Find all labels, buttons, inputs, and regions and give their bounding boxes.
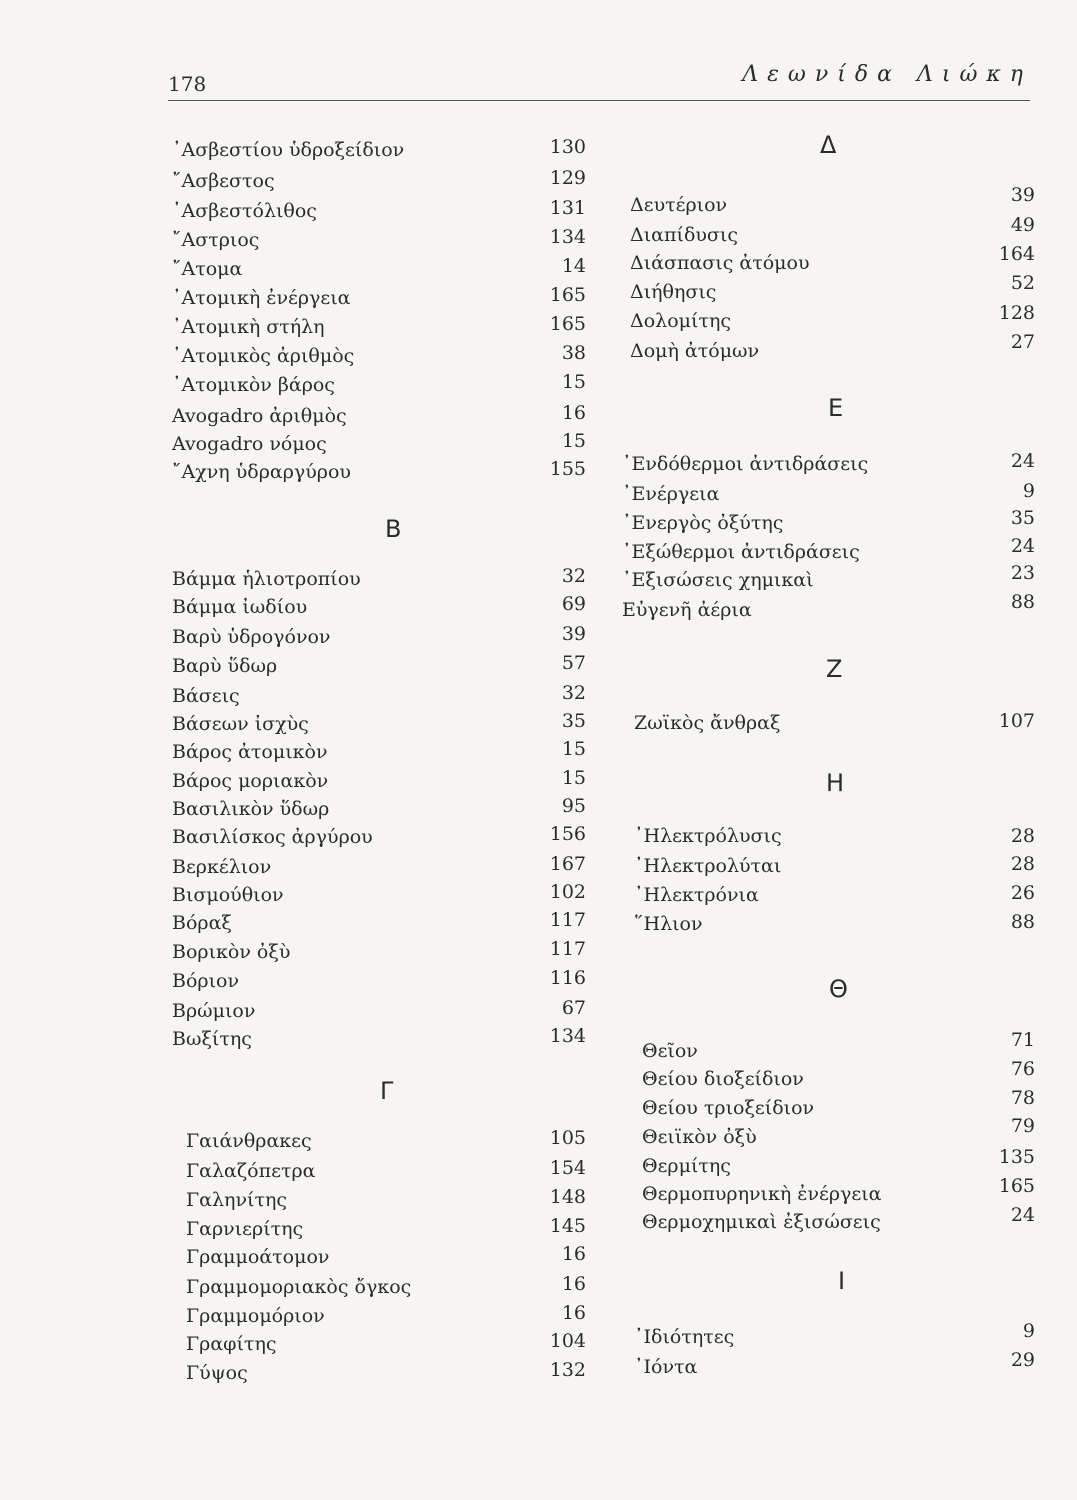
index-term: ᾿Ατομικὸν βάρος [172, 374, 335, 396]
page-reference: 24 [1010, 535, 1035, 557]
index-term: Θειϊκὸν ὀξὺ [642, 1126, 757, 1148]
index-term: ᾿Ενεργὸς ὀξύτης [622, 512, 784, 534]
index-term: ῎Αστριος [172, 229, 260, 251]
page-reference: 107 [998, 710, 1035, 732]
index-term: ᾿Ιδιότητες [634, 1326, 735, 1348]
index-term: Θείου τριοξείδιον [642, 1097, 815, 1119]
index-term: Βάμμα ἡλιοτροπίου [172, 568, 361, 590]
index-term: Θερμοχημικαὶ ἐξισώσεις [642, 1211, 881, 1233]
page-reference: 52 [1010, 272, 1035, 294]
index-term: Γραμμομοριακὸς ὄγκος [186, 1276, 412, 1298]
page-reference: 9 [1022, 480, 1035, 502]
page-reference: 38 [561, 342, 586, 364]
index-term: Βασιλίσκος ἀργύρου [172, 826, 373, 848]
page-reference: 76 [1010, 1058, 1035, 1080]
page-reference: 29 [1010, 1349, 1035, 1371]
page-reference: 27 [1010, 331, 1035, 353]
page-reference: 95 [561, 795, 586, 817]
index-term: Avogadro νόμος [172, 433, 327, 455]
index-term: Γαρνιερίτης [186, 1218, 304, 1240]
page-reference: 67 [561, 997, 586, 1019]
page-reference: 117 [549, 909, 586, 931]
index-term: Γαλαζόπετρα [186, 1160, 316, 1182]
index-term: Βισμούθιον [172, 884, 284, 906]
index-term: ᾿Ατομικὸς ἀριθμὸς [172, 345, 355, 367]
page-number: 178 [168, 72, 207, 96]
page-reference: 26 [1010, 882, 1035, 904]
index-term: Ζωϊκὸς ἄνθραξ [634, 712, 781, 734]
page-reference: 15 [561, 430, 586, 452]
page-reference: 16 [561, 402, 586, 424]
page-reference: 15 [561, 371, 586, 393]
index-term: Βόραξ [172, 912, 232, 934]
index-term: Γραφίτης [186, 1333, 277, 1355]
index-term: Βερκέλιον [172, 856, 272, 878]
page-reference: 155 [549, 458, 586, 480]
page-reference: 35 [561, 710, 586, 732]
page-reference: 16 [561, 1273, 586, 1295]
page-reference: 132 [549, 1359, 586, 1381]
index-term: Θείου διοξείδιον [642, 1068, 804, 1090]
page-reference: 88 [1010, 911, 1035, 933]
index-term: ᾿Ηλεκτρολύται [634, 855, 782, 877]
page-reference: 104 [549, 1330, 586, 1352]
page-reference: 16 [561, 1243, 586, 1265]
page-reference: 105 [549, 1127, 586, 1149]
page-reference: 79 [1010, 1115, 1035, 1137]
page-reference: 24 [1010, 450, 1035, 472]
page-reference: 71 [1010, 1029, 1035, 1051]
index-term: Γραμμομόριον [186, 1305, 325, 1327]
section-letter: Δ [820, 131, 837, 159]
index-term: Βάσεων ἰσχὺς [172, 713, 309, 735]
section-letter: Γ [380, 1077, 394, 1105]
page-reference: 129 [549, 167, 586, 189]
index-term: ᾿Ενέργεια [622, 483, 720, 505]
page-reference: 32 [561, 565, 586, 587]
page-reference: 154 [549, 1157, 586, 1179]
index-term: ᾿Ιόντα [634, 1356, 698, 1378]
page-reference: 131 [549, 197, 586, 219]
index-term: Βάσεις [172, 685, 240, 707]
index-term: ῎Αχνη ὑδραργύρου [172, 461, 351, 483]
index-term: Διαπίδυσις [630, 224, 738, 246]
index-term: Γραμμοάτομον [186, 1246, 330, 1268]
index-term: ᾿Εξισώσεις χημικαὶ [622, 569, 814, 591]
page-reference: 102 [549, 881, 586, 903]
page-reference: 156 [549, 823, 586, 845]
page-reference: 164 [998, 243, 1035, 265]
index-term: Γαιάνθρακες [186, 1130, 312, 1152]
index-term: Βάρος μοριακὸν [172, 770, 329, 792]
index-term: ᾿Ατομικὴ στήλη [172, 316, 325, 338]
index-term: Βασιλικὸν ὕδωρ [172, 798, 330, 820]
index-term: ῎Ασβεστος [172, 170, 275, 192]
section-letter: Ι [838, 1267, 846, 1295]
index-term: Βόριον [172, 970, 240, 992]
index-term: Δολομίτης [630, 310, 731, 332]
page-reference: 28 [1010, 853, 1035, 875]
page-reference: 134 [549, 1025, 586, 1047]
index-term: Δομὴ ἀτόμων [630, 340, 760, 362]
index-term: Διήθησις [630, 281, 717, 303]
page-reference: 88 [1010, 591, 1035, 613]
index-term: ᾿Εξώθερμοι ἀντιδράσεις [622, 541, 860, 563]
index-term: ῎Ατομα [172, 258, 243, 280]
page-reference: 165 [549, 284, 586, 306]
index-term: ᾿Ηλεκτρόλυσις [634, 825, 782, 847]
page-reference: 57 [561, 652, 586, 674]
page-reference: 134 [549, 226, 586, 248]
page-reference: 49 [1010, 214, 1035, 236]
index-term: Βρώμιον [172, 1000, 256, 1022]
index-term: Γαληνίτης [186, 1189, 287, 1211]
index-term: ᾿Ηλεκτρόνια [634, 884, 759, 906]
index-term: ᾿Ασβεστόλιθος [172, 200, 317, 222]
index-term: Θερμίτης [642, 1155, 731, 1177]
index-term: Avogadro ἀριθμὸς [172, 405, 347, 427]
index-term: Γύψος [186, 1362, 248, 1384]
index-term: Διάσπασις ἀτόμου [630, 252, 810, 274]
page-reference: 15 [561, 738, 586, 760]
page-reference: 16 [561, 1302, 586, 1324]
index-term: Δευτέριον [630, 194, 728, 216]
index-term: ᾿Ασβεστίου ὑδροξείδιον [172, 139, 405, 161]
section-letter: Ε [828, 394, 844, 422]
running-title: Λεωνίδα Λιώκη [742, 62, 1032, 87]
index-term: Εὐγενῆ ἀέρια [622, 599, 752, 621]
page-reference: 145 [549, 1215, 586, 1237]
index-term: Θερμοπυρηνικὴ ἐνέργεια [642, 1183, 882, 1205]
section-letter: Θ [829, 975, 848, 1003]
page-reference: 9 [1022, 1320, 1035, 1342]
index-term: Βάμμα ἰωδίου [172, 596, 308, 618]
section-letter: Ζ [826, 655, 843, 683]
page-reference: 135 [998, 1146, 1035, 1168]
index-term: Βάρος ἀτομικὸν [172, 741, 328, 763]
section-letter: Β [385, 515, 402, 543]
page-reference: 39 [561, 623, 586, 645]
index-term: Βαρὺ ὕδωρ [172, 655, 278, 677]
page-reference: 28 [1010, 825, 1035, 847]
index-term: Θεῖον [642, 1040, 698, 1062]
page-reference: 165 [549, 313, 586, 335]
page-reference: 23 [1010, 562, 1035, 584]
page-reference: 167 [549, 853, 586, 875]
index-term: ᾿Ενδόθερμοι ἀντιδράσεις [622, 453, 869, 475]
page-reference: 78 [1010, 1087, 1035, 1109]
page-reference: 165 [998, 1175, 1035, 1197]
page-reference: 14 [561, 255, 586, 277]
page-reference: 35 [1010, 507, 1035, 529]
page-reference: 130 [549, 136, 586, 158]
page-reference: 148 [549, 1186, 586, 1208]
page-reference: 69 [561, 593, 586, 615]
index-term: Βορικὸν ὀξὺ [172, 941, 291, 963]
header-rule [168, 100, 1030, 101]
index-term: ᾿Ατομικὴ ἐνέργεια [172, 287, 351, 309]
page-reference: 15 [561, 767, 586, 789]
page-reference: 116 [549, 967, 586, 989]
page-reference: 128 [998, 302, 1035, 324]
index-term: Βαρὺ ὑδρογόνον [172, 626, 331, 648]
section-letter: Η [826, 769, 845, 797]
page-reference: 24 [1010, 1204, 1035, 1226]
page-reference: 117 [549, 938, 586, 960]
index-term: Βωξίτης [172, 1028, 252, 1050]
index-term: ῞Ηλιον [634, 913, 703, 935]
page-reference: 32 [561, 682, 586, 704]
page-reference: 39 [1010, 184, 1035, 206]
